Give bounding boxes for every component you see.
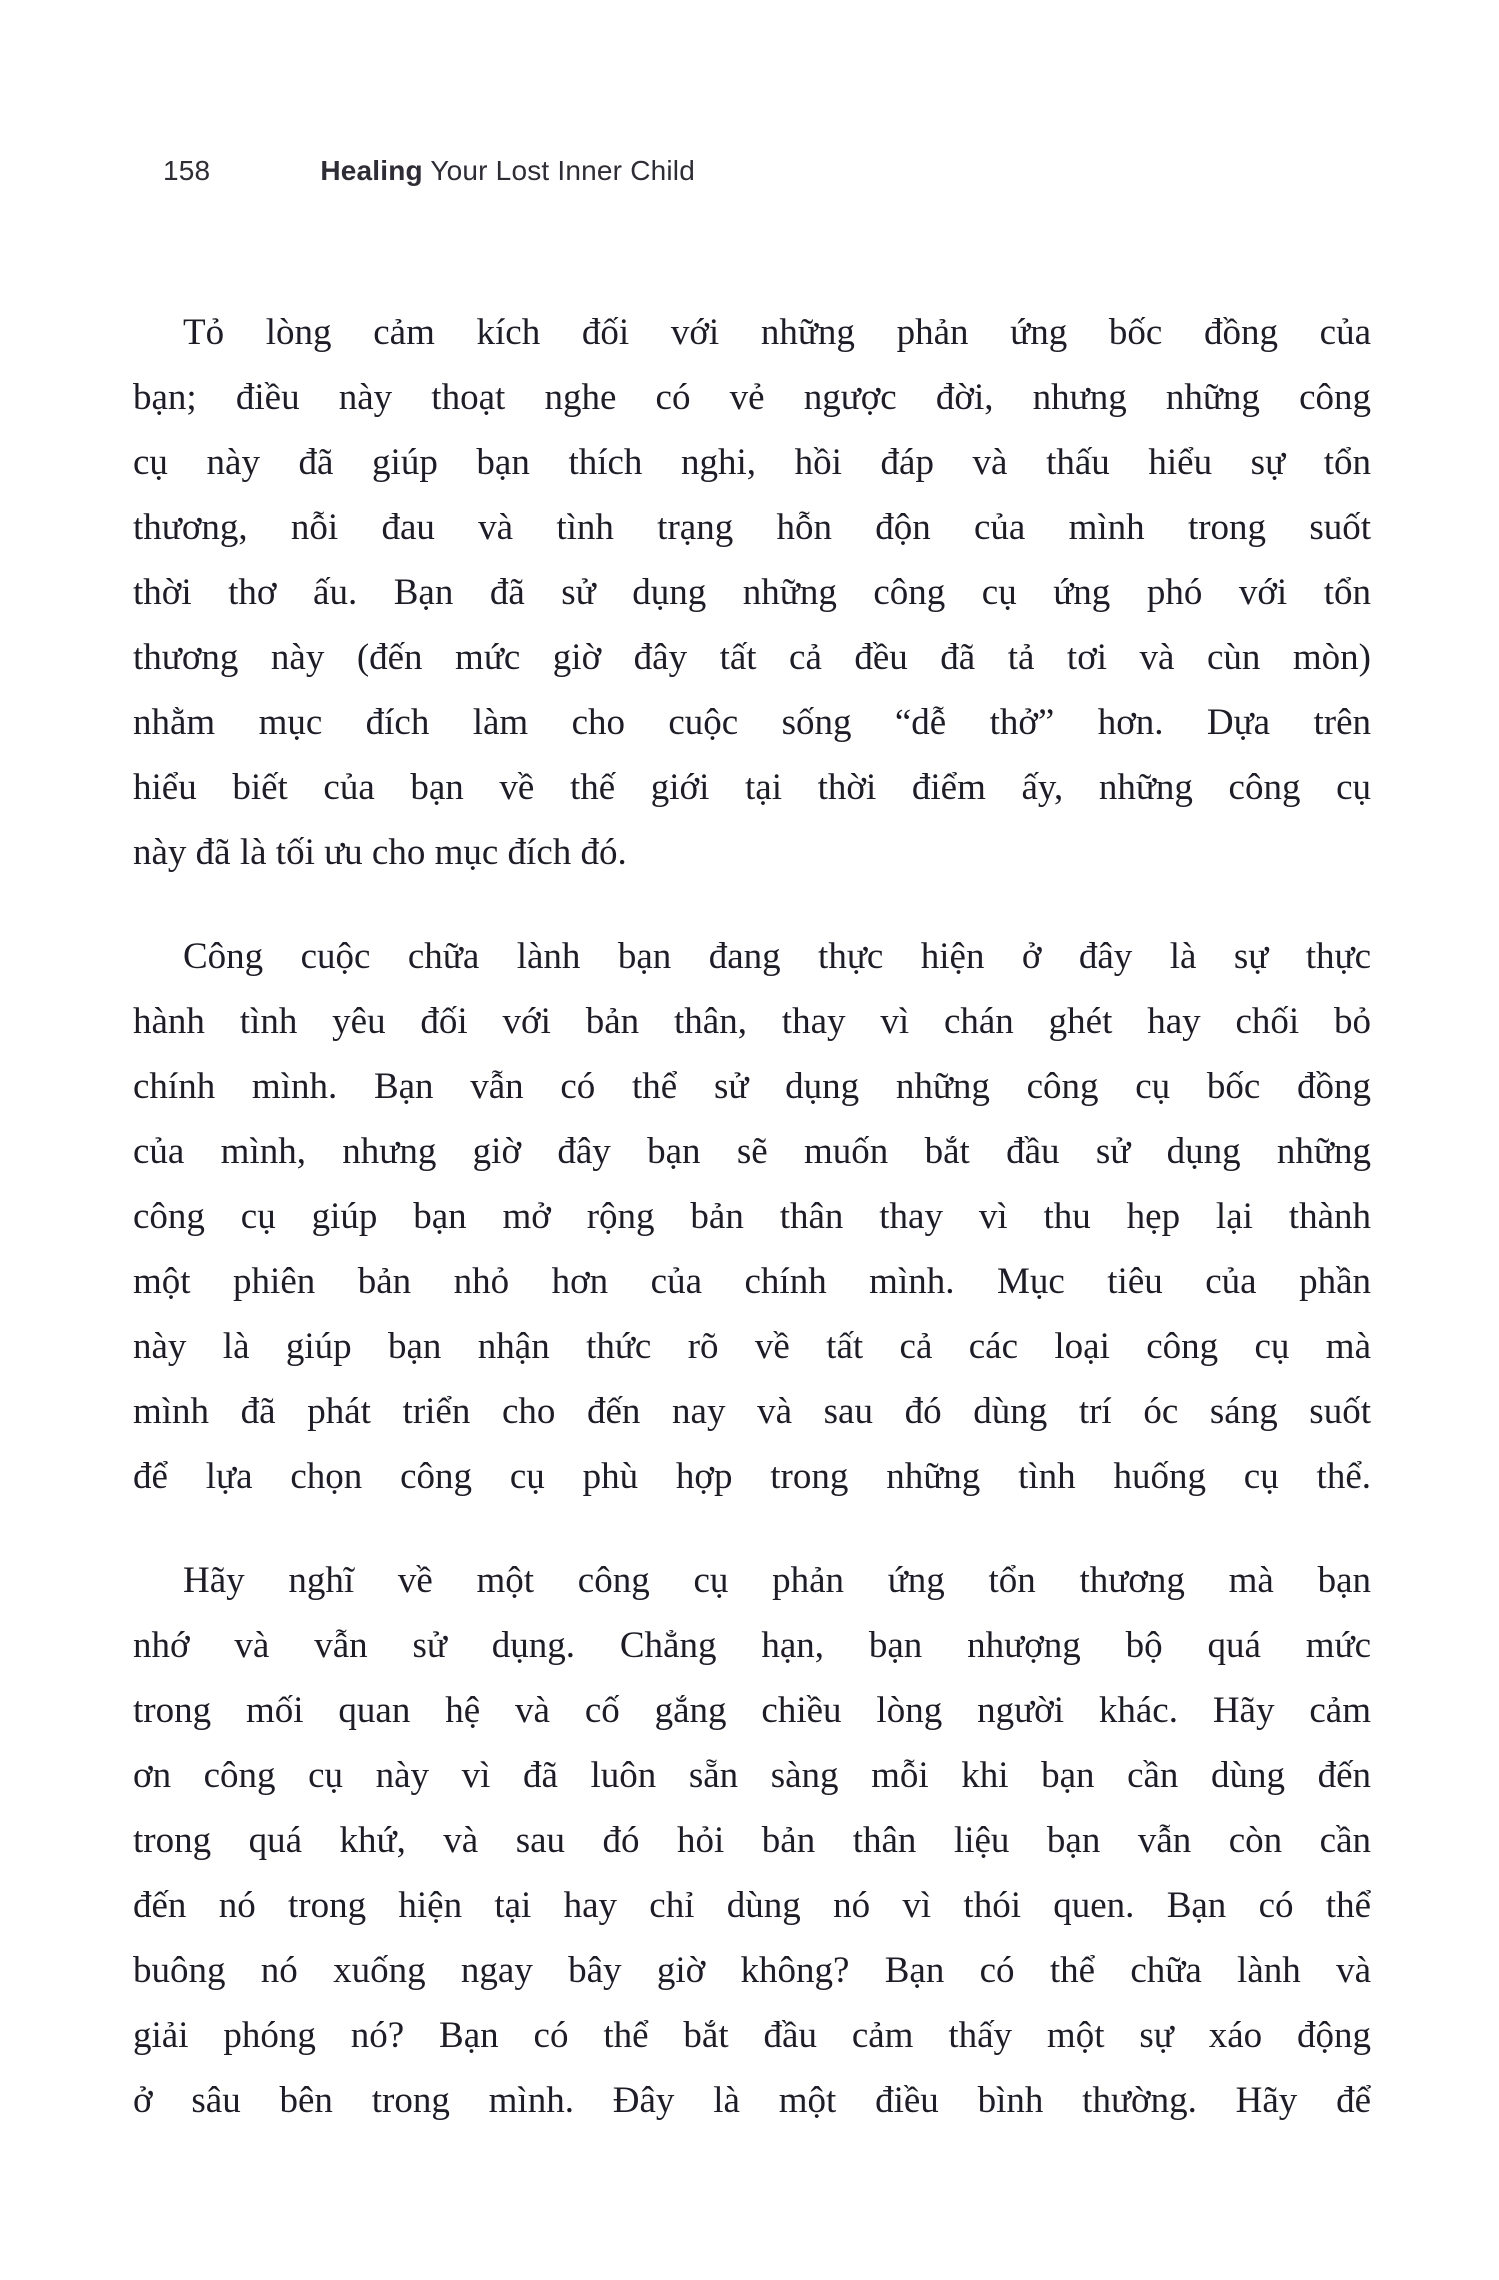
text-line: của mình, nhưng giờ đây bạn sẽ muốn bắt đầu sử dụng những	[133, 1131, 1371, 1172]
text-line: ơn công cụ này vì đã luôn sẵn sàng mỗi khi bạn cần dùng đến	[133, 1755, 1371, 1796]
text-line: thương, nỗi đau và tình trạng hỗn độn của mình trong suốt	[133, 507, 1371, 548]
text-line: Hãy nghĩ về một công cụ phản ứng tổn thương mà bạn	[183, 1560, 1371, 1601]
text-line: một phiên bản nhỏ hơn của chính mình. Mục tiêu của phần	[133, 1261, 1371, 1302]
body-text	[133, 300, 1371, 2172]
text-line: thời thơ ấu. Bạn đã sử dụng những công cụ ứng phó với tổn	[133, 572, 1371, 613]
text-line: ở sâu bên trong mình. Đây là một điều bình thường. Hãy để	[133, 2080, 1371, 2121]
text-line: này đã là tối ưu cho mục đích đó.	[133, 832, 627, 873]
running-title	[320, 155, 695, 187]
text-line: nhớ và vẫn sử dụng. Chẳng hạn, bạn nhượng bộ quá mức	[133, 1625, 1371, 1666]
page-number: 158	[163, 155, 211, 186]
text-line: Công cuộc chữa lành bạn đang thực hiện ở đây là sự thực	[183, 936, 1371, 977]
text-line: thương này (đến mức giờ đây tất cả đều đã tả tơi và cùn mòn)	[133, 637, 1371, 678]
text-line: đến nó trong hiện tại hay chỉ dùng nó vì thói quen. Bạn có thể	[133, 1885, 1371, 1926]
running-title-rest: Your Lost Inner Child	[422, 155, 695, 186]
text-line: để lựa chọn công cụ phù hợp trong những tình huống cụ thể.	[133, 1456, 1371, 1497]
text-line: giải phóng nó? Bạn có thể bắt đầu cảm thấy một sự xáo động	[133, 2015, 1371, 2056]
text-line: này là giúp bạn nhận thức rõ về tất cả các loại công cụ mà	[133, 1326, 1371, 1367]
text-line: bạn; điều này thoạt nghe có vẻ ngược đời, nhưng những công	[133, 377, 1371, 418]
text-line: nhằm mục đích làm cho cuộc sống “dễ thở” hơn. Dựa trên	[133, 702, 1371, 743]
text-line: công cụ giúp bạn mở rộng bản thân thay vì thu hẹp lại thành	[133, 1196, 1371, 1237]
running-head	[163, 155, 695, 187]
text-line: trong mối quan hệ và cố gắng chiều lòng người khác. Hãy cảm	[133, 1690, 1371, 1731]
text-line: cụ này đã giúp bạn thích nghi, hồi đáp và thấu hiểu sự tổn	[133, 442, 1371, 483]
text-line: Tỏ lòng cảm kích đối với những phản ứng bốc đồng của	[183, 312, 1371, 353]
text-line: hành tình yêu đối với bản thân, thay vì chán ghét hay chối bỏ	[133, 1001, 1371, 1042]
text-line: mình đã phát triển cho đến nay và sau đó dùng trí óc sáng suốt	[133, 1391, 1371, 1432]
text-line: hiểu biết của bạn về thế giới tại thời điểm ấy, những công cụ	[133, 767, 1371, 808]
text-line: buông nó xuống ngay bây giờ không? Bạn có thể chữa lành và	[133, 1950, 1371, 1991]
paragraph	[133, 924, 1371, 1509]
paragraph	[133, 300, 1371, 885]
running-title-bold: Healing	[320, 155, 423, 186]
text-line: trong quá khứ, và sau đó hỏi bản thân liệu bạn vẫn còn cần	[133, 1820, 1371, 1861]
paragraph	[133, 1548, 1371, 2133]
text-line: chính mình. Bạn vẫn có thể sử dụng những công cụ bốc đồng	[133, 1066, 1371, 1107]
